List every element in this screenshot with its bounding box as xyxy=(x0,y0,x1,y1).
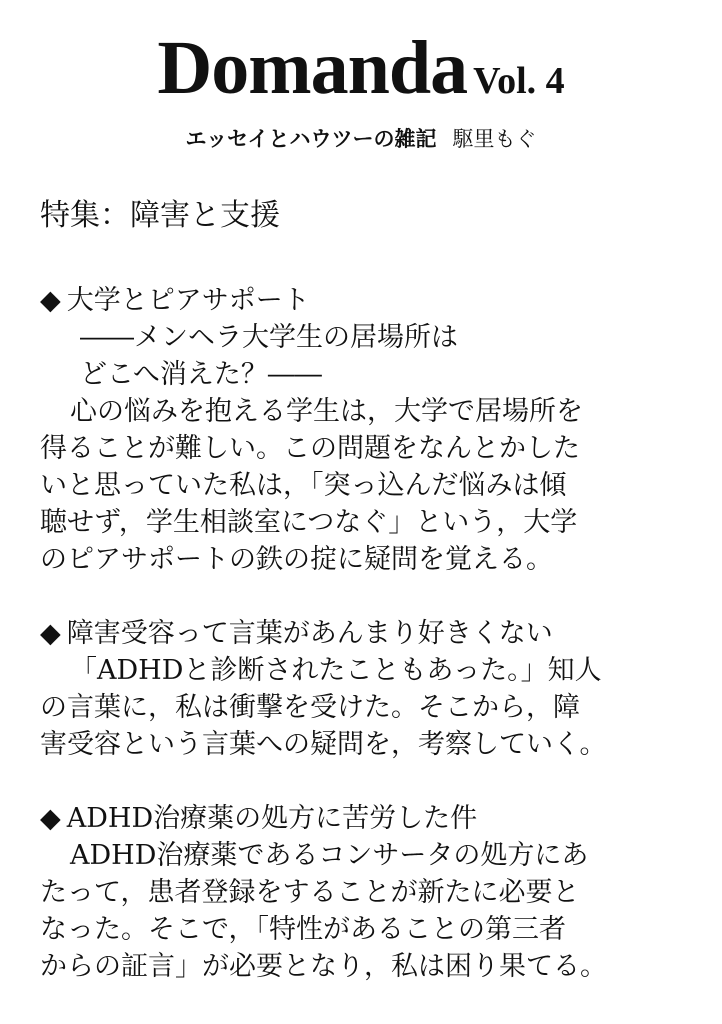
article-summary-line: いと思っていた私は，「突っ込んだ悩みは傾 xyxy=(40,470,567,501)
diamond-bullet-icon: ◆ xyxy=(40,618,61,649)
spacer xyxy=(40,763,690,800)
table-of-contents xyxy=(40,282,690,985)
volume-number: Vol. 4 xyxy=(473,60,565,102)
article-title-line xyxy=(40,282,690,319)
article-summary-line: 心の悩みを抱える学生は，大学で居場所を xyxy=(70,396,583,427)
article-summary-line: たって，患者登録をすることが新たに必要と xyxy=(40,877,580,908)
masthead xyxy=(0,26,722,110)
article-summary-line: のピアサポートの鉄の掟に疑問を覚える。 xyxy=(40,544,553,575)
diamond-bullet-icon: ◆ xyxy=(40,803,61,834)
article-summary-line: なった。そこで，「特性があることの第三者 xyxy=(40,914,566,945)
article-title: ADHD治療薬の処方に苦労した件 xyxy=(66,803,478,834)
article-entry xyxy=(40,615,690,763)
article-title-line xyxy=(40,800,690,837)
article-summary-line: 聴せず，学生相談室につなぐ」という，大学 xyxy=(40,507,578,538)
article-title-line xyxy=(40,615,690,652)
article-summary-line: の言葉に，私は衝撃を受けた。そこから，障 xyxy=(40,692,580,723)
article-entry xyxy=(40,800,690,985)
feature-heading: 特集：障害と支援 xyxy=(40,198,280,233)
article-title: 障害受容って言葉があんまり好きくない xyxy=(66,618,553,649)
article-summary-line: 害受容という言葉への疑問を，考察していく。 xyxy=(40,729,607,760)
article-summary-line: 得ることが難しい。この問題をなんとかした xyxy=(40,433,580,464)
spacer xyxy=(40,578,690,615)
article-title: 大学とピアサポート xyxy=(66,285,310,316)
author-name: 駆里もぐ xyxy=(452,127,537,151)
diamond-bullet-icon: ◆ xyxy=(40,285,61,316)
magazine-title: Domanda xyxy=(157,26,468,110)
masthead-subtitle xyxy=(0,126,722,153)
article-summary-line: 「ADHDと診断されたこともあった。」知人 xyxy=(70,655,602,686)
article-summary-line: ADHD治療薬であるコンサータの処方にあ xyxy=(70,840,589,871)
article-subtitle: ――メンヘラ大学生の居場所は xyxy=(80,322,458,353)
article-entry xyxy=(40,282,690,578)
article-summary-line: からの証言」が必要となり，私は困り果てる。 xyxy=(40,951,607,982)
article-subtitle: どこへ消えた？―― xyxy=(80,359,322,390)
magazine-subtitle: エッセイとハウツーの雑記 xyxy=(185,127,437,151)
